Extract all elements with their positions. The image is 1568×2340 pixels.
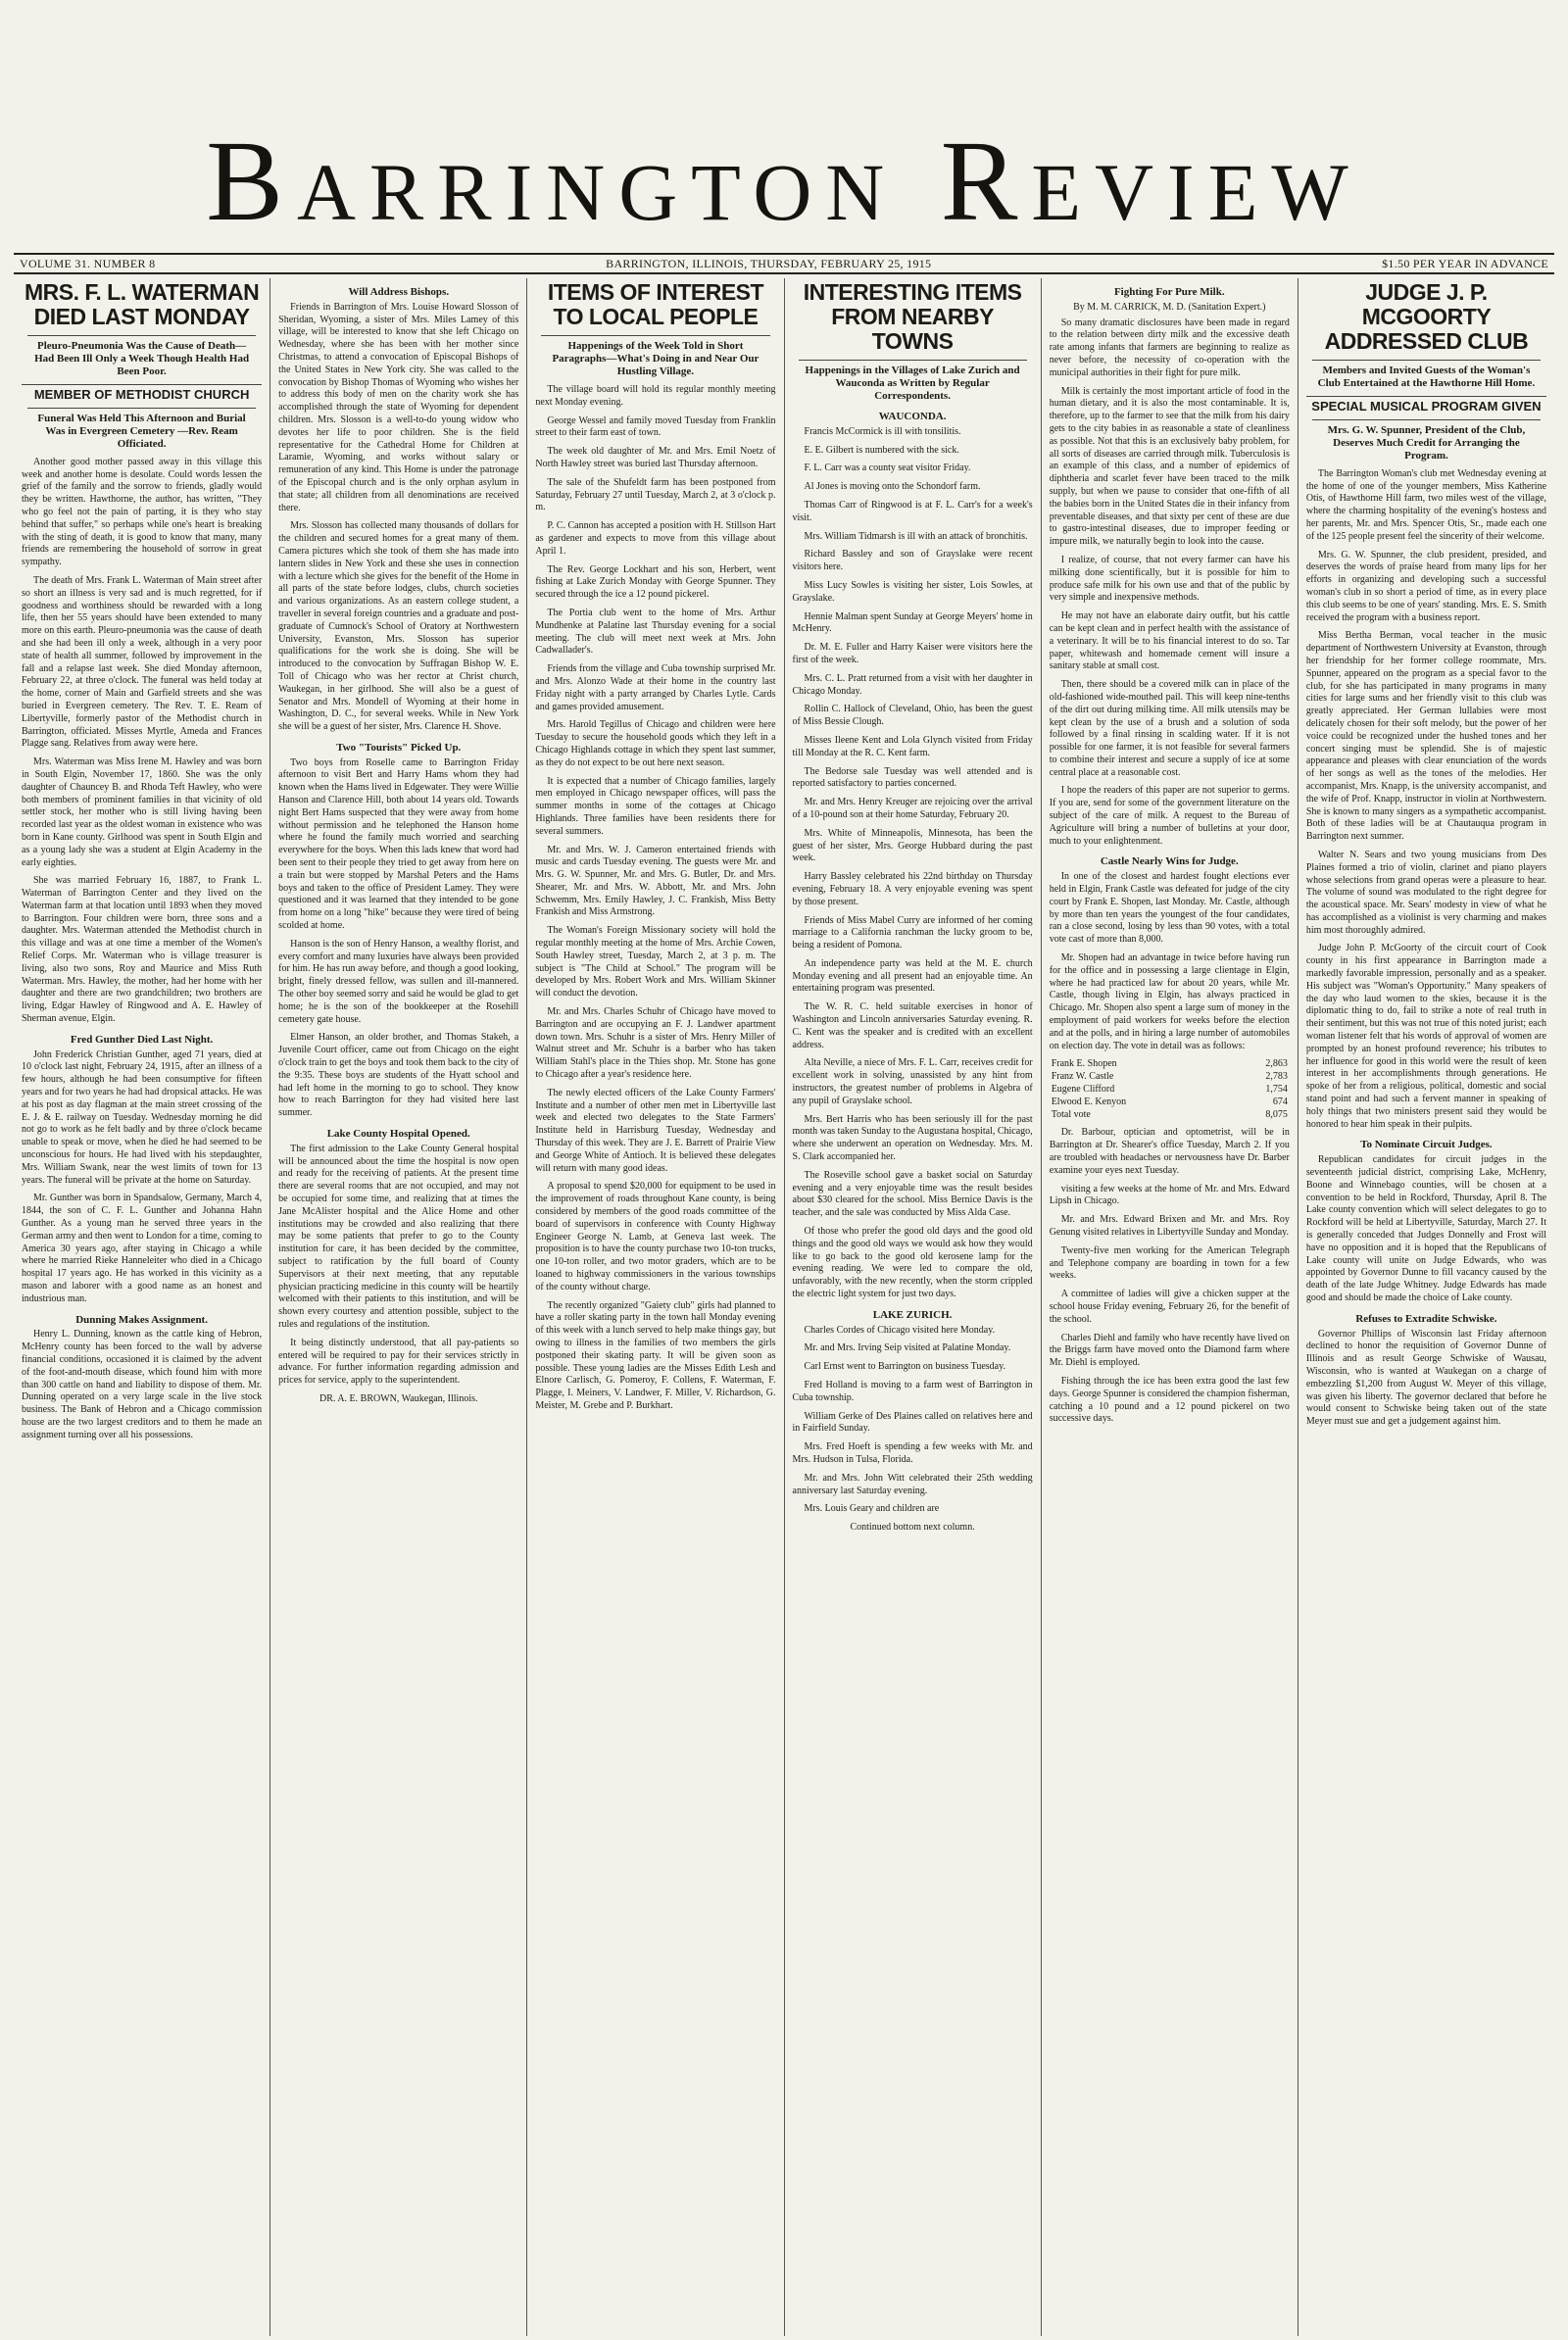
paragraph: Hennie Malman spent Sunday at George Meyers' home in McHenry. [792, 610, 1033, 635]
paragraph: I hope the readers of this paper are not superior to germs. If you are, send for some of the government literature on the subject of the care of milk. A request to the Bureau of Agriculture will bring a number of bulletins at your door, much to your enlightenment. [1049, 785, 1290, 847]
subhead-methodist: MEMBER OF METHODIST CHURCH [22, 384, 262, 402]
paragraph: F. L. Carr was a county seat visitor Friday. [804, 463, 971, 474]
vote-table [1050, 1058, 1290, 1121]
section-heading: To Nominate Circuit Judges. [1360, 1139, 1493, 1151]
paragraph: Alta Neville, a niece of Mrs. F. L. Carr, receives credit for excellent work in solving, unassisted by any hint from instructors, the greatest number of problems in Algebra of any pupil of Grayslake school. [792, 1057, 1033, 1106]
paragraph: Mr. Gunther was born in Spandsalow, Germany, March 4, 1844, the son of C. F. L. Gunther and Johanna Hahn Gunther. As a young man he served three years in the German army and then went to London for a time, coming to America 30 years ago, after staying in Chicago a while where he married Rieke Hanneleiter who died in a Chicago hospital 17 years ago. He has worked in this vicinity as a mason and laborer with a good name as an honest and industrious man. [22, 1193, 263, 1304]
paragraph: Judge John P. McGoorty of the circuit court of Cook county in his first appearance in Barrington made a markedly favorable impression, personally and as a speaker. His subject was "Woman's Opportunity." Many speakers of the day who laud women to the skies, because it is the diplomatic thing to do, fail to strike a note of real truth in their sentiment, but this was not true of this noted jurist; each woman listener felt that his words of approval of women are prompted by an honest profound reverence; his tributes to her influence for good in this world were the result of keen interest in her accomplishments through generations. He spoke of her from a religious, political, domestic and social stand point and had such a fervent manner in speaking of holy things that two ministers present said they would be honored to hear him speak in their pulpits. [1305, 943, 1547, 1130]
deck-spunner: Mrs. G. W. Spunner, President of the Club, Deserves Much Credit for Arranging the Program. [1312, 419, 1541, 463]
section-heading: Fighting For Pure Milk. [1113, 286, 1225, 298]
paragraph: A proposal to spend $20,000 for equipment to be used in the improvement of roads throughout Kane county, is being considered by members of the good roads committee of the board of supervisors in conference with County Highway Engineer George N. Lamb, at Geneva last week. The proposition is to have the county purchase two 10-ton trucks, one 10-ton roller, and two motor graders, which are to be loaned to highway commissioners in the various townships of the county without charge. [535, 1181, 776, 1292]
paragraph: Hanson is the son of Henry Hanson, a wealthy florist, and every comfort and many luxuries have always been provided for him. He has run away before, and though a good looking, bright, finely dressed fellow, was sullen and ill-mannered. The other boy seemed sorry and said he would be glad to get home; he is the son of the bookkeeper at the Rosehill cemetery gate house. [278, 938, 519, 1025]
column-6 [1298, 278, 1554, 2336]
deck-womans-club: Members and Invited Guests of the Woman's Club Entertained at the Hawthorne Hill Home. [1312, 360, 1541, 390]
masthead-title: Barrington Review [206, 117, 1362, 245]
paragraph: Twenty-five men working for the American Telegraph and Telephone company are boarding in town for a few weeks. [1049, 1244, 1290, 1282]
paragraph: William Gerke of Des Plaines called on relatives here and in Fairfield Sunday. [792, 1410, 1033, 1435]
paragraph: Mrs. William Tidmarsh is ill with an attack of bronchitis. [804, 530, 1028, 542]
paragraph: A committee of ladies will give a chicken supper at the school house Friday evening, February 26, for the benefit of the school. [1049, 1289, 1290, 1325]
paragraph: The first admission to the Lake County General hospital will be announced about the time the hospital is now open and ready for the receiving of patients. At the present time there are several rooms that are not occupied, and may not be occupied for some time, and realizing that at times the Jane McAlister hospital and the Alice Home and other institutions may be crowded and also realizing that there may be some patients that prefer to go to the County institution for care, it has been decided by the committee, subject to ratification by the full board of County Supervisors at their next meeting, that any reputable physician practicing medicine in this county will be heartily welcomed with their patients to this institution, and will be shown every courtesy and attention possible, subject to the rules and regulations of the institution. [278, 1143, 519, 1330]
dateline-bar [14, 253, 1554, 274]
paragraph: The recently organized "Gaiety club" girls had planned to have a roller skating party in the town hall Monday evening of this week with a lunch served to help make things gay, but owing to illness in the families of two members the girls postponed their skating party. It will be given soon as possible. These young ladies are the Misses Edith Lesh and Elnore Carlisch, G. Pomeroy, F. Collens, F. Waterman, F. Plagge, I. Meiners, V. Landwer, F. Miller, V. Richardson, G. Meister, M. Grebe and P. Burkhart. [535, 1299, 776, 1411]
headline-mcgoorty: JUDGE J. P. MCGOORTY ADDRESSED CLUB [1324, 279, 1529, 354]
column-5 [1042, 278, 1298, 2336]
deck-nearby-towns: Happenings in the Villages of Lake Zurich and Wauconda as Written by Regular Correspondents. [799, 360, 1027, 403]
paragraph: Charles Cordes of Chicago visited here Monday. [804, 1324, 996, 1336]
paragraph: Charles Diehl and family who have recently have lived on the Briggs farm have moved onto the Diamond farm where Mr. Diehl is employed. [1049, 1332, 1290, 1369]
candidate-name: Franz W. Castle [1051, 1071, 1114, 1083]
paragraph: Two boys from Roselle came to Barrington Friday afternoon to visit Bert and Harry Hams whom they had known when the Hams lived in Edgewater. They were Willie Hanson and Clarence Hill, both about 14 years old. Towards night Bert Hams suspected that they were away from home without permission and he telephoned the Hanson home where he found the family much worried and searching everywhere for the boys. When this lads knew that word had been sent to their people they tried to get away from here on a train but were stopped by Marshal Peters and the Hams boys and taken to the office of President Lamey. They were questioned and it was learned that they intended to be gone from home on a long "hike" because they were tired of being scolded at home. [278, 756, 519, 932]
paragraph: Walter N. Sears and two young musicians from Des Plaines formed a trio of violin, clarinet and piano players whose selections from grand operas were a pleasure to hear. The volume of sound was modulated to the right degree for the acoustical space. Mr. Sears' modesty in view of what he has accomplished as a violinist is very charming and makes him most thoroughly admired. [1305, 849, 1547, 936]
issue-date: BARRINGTON, ILLINOIS, THURSDAY, FEBRUARY 25, 1915 [606, 256, 932, 270]
paragraph: Mr. and Mrs. Irving Seip visited at Palatine Monday. [804, 1342, 1011, 1354]
paragraph: Governor Phillips of Wisconsin last Friday afternoon declined to honor the requisition of Governor Dunne of Illinois and as result George Schwiske of Wausau, Wisconsin, who is wanted at Waukegan on a charge of embezzling $1,200 from August W. Meyer of this village, was given his liberty. The governor declared that before he would consent to Schwiske being taken out of the state Meyer must sue and get a judgement against him. [1305, 1328, 1547, 1428]
paragraph: It being distinctly understood, that all pay-patients so entered will be required to pay for their services strictly in advance. For further information regarding admission and prices for service, apply to the superintendent. [278, 1337, 519, 1387]
town-heading: WAUCONDA. [878, 411, 947, 422]
continued-note: Continued bottom next column. [850, 1522, 975, 1534]
subhead-musical: SPECIAL MUSICAL PROGRAM GIVEN [1306, 396, 1546, 414]
section-heading: Two "Tourists" Picked Up. [336, 741, 462, 754]
total-label: Total vote [1051, 1108, 1091, 1120]
section-heading: Castle Nearly Wins for Judge. [1100, 855, 1239, 868]
paragraph: I realize, of course, that not every farmer can have his milking done scientifically, but it is possible for him to produce safe milk for his own use and that of the public by very simple and inexpensive methods. [1049, 554, 1290, 604]
byline: By M. M. CARRICK, M. D. (Sanitation Expert.) [1073, 301, 1266, 313]
paragraph: Mrs. White of Minneapolis, Minnesota, has been the guest of her sister, Mrs. George Hubbard during the past week. [792, 827, 1033, 864]
paragraph: The week old daughter of Mr. and Mrs. Emil Noetz of North Hawley street was buried last Thursday afternoon. [535, 446, 776, 469]
vote-row [1050, 1097, 1290, 1109]
paragraph: So many dramatic disclosures have been made in regard to the relation between dirty milk and the excessive death rate among infants that farmers are beginning to realize as never before, the necessity of co-operation with the municipal authorities in their fight for pure milk. [1049, 317, 1290, 378]
column-1 [14, 278, 270, 2336]
paragraph: The Rev. George Lockhart and his son, Herbert, went fishing at Lake Zurich Monday with George Spunner. They secured through the ice a 12 pound pickerel. [535, 563, 776, 601]
paragraph: Mrs. C. L. Pratt returned from a visit with her daughter in Chicago Monday. [792, 672, 1033, 697]
column-4 [785, 278, 1042, 2336]
paragraph: In one of the closest and hardest fought elections ever held in Elgin, Frank Castle was defeated for judge of the city court by Frank E. Shopen, last Monday. Mr. Castle, although by more than ten years the youngest of the four candidates, ran a close second, losing by less than 90 votes, with a total vote cast of more than 8,000. [1049, 871, 1290, 946]
deck-local-items: Happenings of the Week Told in Short Paragraphs—What's Doing in and Near Our Hustling Village. [541, 335, 769, 378]
paragraph: Mr. and Mrs. Charles Schuhr of Chicago have moved to Barrington and are occupying an F. J. Landwer apartment down town. Mrs. Schuhr is a sister of Mrs. Henry Miller of Walnut street and Mr. Schuhr is a barber who has taken William Stahl's place in the Thies shop. Mr. Stone has gone to Chicago after a year's residence here. [535, 1006, 776, 1081]
paragraph: The sale of the Shufeldt farm has been postponed from Saturday, February 27 until Tuesday, March 2, at 3 o'clock p. m. [535, 476, 776, 513]
paragraph: Mr. and Mrs. W. J. Cameron entertained friends with music and cards Tuesday evening. The guests were Mr. and Mrs. G. W. Spunner, Mr. and Mrs. G. Butler, Dr. and Mrs. Shearer, Mr. and Mrs. W. Abbott, Mr. and Mrs. John Schwemm, Mrs. Emily Hawley, J. C. Frankish, Miss Betty Frankish and Miss Armstrong. [535, 844, 776, 918]
paragraph: The Roseville school gave a basket social on Saturday evening and a very enjoyable time was the result besides about $30 cleared for the school. Miss Bernice Davis is the teacher, and the sale was conducted by Miss Alda Case. [792, 1169, 1033, 1219]
candidate-name: Eugene Clifford [1051, 1084, 1115, 1096]
section-heading: Refuses to Extradite Schwiske. [1355, 1312, 1497, 1325]
paragraph: Milk is certainly the most important article of food in the human dietary, and it is also the most contaminable. It is, therefore, up to the farmer to see that the milk from his dairy gets to the city babies in as reasonable a state of cleanliness as possible. Not that this is an exclusively baby problem, for all sorts of diseases are carried through milk. Tuberculosis is an example of this class, and a number of epidemics of diphtheria and scarlet fever have been traced to the milk supply, but when we pause to consider that one-fifth of all the babies born in the United States die in their infancy from preventable diseases, and that sixty per cent of these are due to gastro-intestinal diseases, due to improper feeding or impure milk, we naturally begin to look into the cause. [1049, 385, 1290, 548]
total-votes: 8,075 [1265, 1108, 1288, 1120]
paragraph: Mr. and Mrs. Edward Brixen and Mr. and Mrs. Roy Genung visited relatives in Libertyville Sunday and Monday. [1049, 1214, 1290, 1238]
paragraph: Fishing through the ice has been extra good the last few days. George Spunner is considered the champion fisherman, catching a 10 pound and a 12 pound pickerel on two successive days. [1049, 1375, 1290, 1425]
candidate-votes: 2,783 [1265, 1071, 1288, 1083]
column-3 [527, 278, 784, 2336]
paragraph: George Wessel and family moved Tuesday from Franklin street to their farm east of town. [535, 414, 776, 439]
paragraph: Mrs. Slosson has collected many thousands of dollars for the children and secured homes for a great many of them. Camera pictures which she took of them she has made into lantern slides in New York and these she uses in connection with a lecture which she gives for the benefit of the Home in all parts of the state before lodges, clubs, church societies and various organizations. As an eastern college student, a traveller in several foreign countries and a graduate and post-graduate of Cumnock's School of Oratory at Northwestern University, Evanston, Mrs. Slosson has superior qualifications for the work she is doing. She will be introduced to the convocation by Suffragan Bishop W. E. Toll of Chicago who was her rector at Christ church, Waukegan, in her girlhood. She will also be a guest of Senator and Mrs. Mondell of Wyoming at their home in Washington, D. C., for several weeks. While in New York she will be a guest of her sister, Mrs. Clarence H. Shove. [278, 520, 519, 733]
paragraph: John Frederick Christian Gunther, aged 71 years, died at 10 o'clock last night, February 24, 1915, after an illness of a few hours, although he had been consumptive for fifteen years and for two years he had had dropsical attacks. He was at his post as day flagman at the main street crossing of the E. J. & E. railway on Tuesday. Wednesday morning he did not go to work as he felt badly and by three o'clock became unable to speak or move, when he died he had seemed to be unconscious for hours. He had lived with his stepdaughter, Mrs. William Swank, near the west limits of town for 13 years. The funeral will be private at the home on Saturday. [22, 1048, 263, 1186]
candidate-name: Elwood E. Kenyon [1051, 1096, 1127, 1107]
paragraph: E. E. Gilbert is numbered with the sick. [804, 444, 959, 456]
column-2 [270, 278, 527, 2336]
paragraph: Harry Bassley celebrated his 22nd birthday on Thursday evening, February 18. A very enjoyable evening was spent by those present. [792, 871, 1033, 907]
paragraph: Mr. Shopen had an advantage in twice before having run for the office and in possessing a large clientage in Elgin, where he had practiced law for about 20 years, while Mr. Castle, though living in Elgin, has always practiced in Chicago. Mr. Shopen also spent a large sum of money in the employment of paid workers for weeks before the election and at the polls, and in hiring a large number of automobiles on election day. The vote in detail was as follows: [1049, 952, 1290, 1051]
candidate-name: Frank E. Shopen [1051, 1058, 1117, 1070]
paragraph: Thomas Carr of Ringwood is at F. L. Carr's for a week's visit. [792, 499, 1033, 523]
paragraph: Rollin C. Hallock of Cleveland, Ohio, has been the guest of Miss Bessie Clough. [792, 704, 1033, 728]
paragraph: Mrs. Bert Harris who has been seriously ill for the past month was taken Sunday to the Augustana hospital, Chicago, where she underwent an operation on Wednesday. Mrs. M. S. Clark accompanied her. [792, 1113, 1033, 1163]
paragraph: An independence party was held at the M. E. church Monday evening and all present had an enjoyable time. An entertaining program was presented. [792, 957, 1033, 995]
paragraph: It is expected that a number of Chicago families, largely men employed in Chicago newspaper offices, will pass the summer months in some of the cottages at Chicago Highlands. Three families have been residents there for several summers. [535, 775, 776, 837]
paragraph: She was married February 16, 1887, to Frank L. Waterman of Barrington Center and they lived on the Waterman farm at that location until 1893 when they moved to Barrington. Four children were born, three sons and a daughter. Mrs. Waterman attended the Methodist church in this village and was at one time a member of the Women's Relief Corps. Mr. Waterman who is village treasurer is living, also two sons, Roy and Maurice and Miss Ruth Waterman. Mrs. Hawley, the mother, had her home with her daughter and there are two grandchildren; two brothers are living, Edgar Hawley of Ringwood and A. E. Hawley of Sherman avenue, Elgin. [22, 875, 263, 1025]
paragraph: Carl Ernst went to Barrington on business Tuesday. [804, 1361, 1005, 1373]
paragraph: The Bedorse sale Tuesday was well attended and is reported satisfactory to parties concerned. [792, 765, 1033, 790]
paragraph: The village board will hold its regular monthly meeting next Monday evening. [535, 384, 776, 408]
vote-row [1050, 1058, 1290, 1071]
paragraph: P. C. Cannon has accepted a position with H. Stillson Hart as gardener and expects to move from this village about April 1. [535, 520, 776, 557]
paragraph: Elmer Hanson, an older brother, and Thomas Stakeh, a Juvenile Court officer, came out from Chicago on the eight o'clock train to get the boys and took them back to the city of the 9:35. These boys are students of the Hyatt school and had left home in the morning to go to school. They know how to reach Barrington for they had visited here last summer. [278, 1032, 519, 1119]
headline-nearby-towns: INTERESTING ITEMS FROM NEARBY TOWNS [803, 279, 1022, 354]
paragraph: The newly elected officers of the Lake County Farmers' Institute and a number of other men met in Libertyville last week and elected two delegates to the State Farmers' Institute held in Harrisburg Tuesday, Wednesday and Thursday of this week. They are J. E. Barrett of Prairie View and George White of Antioch. It is believed these delegates will return with many good ideas. [535, 1087, 776, 1174]
paragraph: visiting a few weeks at the home of Mr. and Mrs. Edward Lipsh in Chicago. [1049, 1183, 1290, 1207]
section-heading: Dunning Makes Assignment. [75, 1313, 208, 1326]
candidate-votes: 1,754 [1265, 1084, 1288, 1096]
paragraph: Richard Bassley and son of Grayslake were recent visitors here. [792, 549, 1033, 573]
paragraph: Mr. and Mrs. John Witt celebrated their 25th wedding anniversary last Saturday evening. [792, 1472, 1033, 1496]
paragraph: The Woman's Foreign Missionary society will hold the regular monthly meeting at the home of Mrs. Archie Cowen, South Hawley street, Tuesday, March 2, at 3 p. m. The subject is "The Child at School." The program will be developed by Mrs. Robert Work and Mrs. William Skinner will conduct the devotion. [535, 925, 776, 999]
town-heading: LAKE ZURICH. [872, 1308, 953, 1321]
subscription-price: $1.50 PER YEAR IN ADVANCE [1382, 256, 1548, 270]
paragraph: Al Jones is moving onto the Schondorf farm. [804, 481, 981, 493]
paragraph: The death of Mrs. Frank L. Waterman of Main street after so short an illness is very sad and is much regretted, for if goodness and worthiness should be rewarded with a long life, then her 55 years should have been extended to many more on this earth. Pleuro-pneumonia was the cause of death and she had been ill only a week, although in a very poor state of health all summer, followed by improvement in the fall and a relapse last week. She died Monday afternoon, February 22, at three o'clock. The funeral was held today at the home, corner of Main and Garfield streets and she was buried in Evergreen cemetery. The Rev. T. E. Ream of Libertyville, formerly pastor of the Methodist church in Barrington, officiated. Misses Myrtle, Ameda and Frances Plagge sang. Relatives from away were here. [22, 574, 263, 750]
paragraph: Misses Ileene Kent and Lola Glynch visited from Friday till Monday at the R. C. Kent farm. [792, 734, 1033, 758]
paragraph: Friends in Barrington of Mrs. Louise Howard Slosson of Sheridan, Wyoming, a sister of Mrs. Miles Lamey of this village, will be interested to know that she left Chicago on Wednesday, where she has been with her mother since Christmas, to attend a convocation of Episcopal Bishops of the United States in New York city. She was called to the convocation by Bishop Thomas of Wyoming who wishes her to address this body of men on the charity work she has accomplished through the state of Wyoming for dependent children. Mrs. Slosson is a well-to-do young widow who devotes her life to poor children. She is the field representative for the Cathedral Home for Children at Laramie, Wyoming, and works without salary or remuneration of any kind. This Home is under the patronage of the Episcopal church and is the only orphan asylum in that state; all children from all denominations are received there. [278, 301, 519, 513]
paragraph: Miss Bertha Berman, vocal teacher in the music department of Northwestern University at Evanston, through her friendship for her former college roommate, Mrs. Spunner, appeared on the program as a special favor to the club, for she has participated in many programs in many cities for large sums and her friendly visit to this club was greatly appreciated. Her German lullabies were most delicately chosen for their soft melody, but the power of her voice could be recognized under the hushed tones and her concert singing must be splendid. She is of majestic appearance and pleases with clear enunciation of the words of her songs as well as the tones of the melodies. Her accompanist, Mrs. Knapp, is the university accompanist, and the wife of Prof. Knapp, instructor in violin at Northwestern. She is known to many singers as a sympathetic accompanist. Both of these ladies will be at Chautauqua program in Barrington next summer. [1305, 630, 1547, 843]
paragraph: Dr. Barbour, optician and optometrist, will be in Barrington at Dr. Shearer's office Tuesday, March 2. If you are troubled with headaches or nervousness have Dr. Barber examine your eyes next Tuesday. [1049, 1127, 1290, 1176]
headline-waterman: MRS. F. L. WATERMAN DIED LAST MONDAY [24, 279, 260, 329]
paragraph: Mrs. Waterman was Miss Irene M. Hawley and was born in South Elgin, November 17, 1860. She was the only daughter of Chauncey B. and Rhoda Teft Hawley, who were both members of prominent families in that vicinity of old settler stock, her mother who is still living having been recorded last year as the oldest woman in existence who was born in Kane county. Girlhood was spent in South Elgin and as a young lady she was a student at Elgin Academy in the early eighties. [22, 756, 263, 868]
paragraph: Francis McCormick is ill with tonsilitis. [804, 425, 961, 437]
section-heading: Lake County Hospital Opened. [326, 1128, 470, 1140]
signature: DR. A. E. BROWN, Waukegan, Illinois. [319, 1392, 478, 1404]
deck-waterman: Pleuro-Pneumonia Was the Cause of Death—Had Been Ill Only a Week Though Health Had Been Poor. [27, 335, 256, 378]
vote-total-row [1050, 1109, 1290, 1122]
article-columns [14, 278, 1554, 2336]
paragraph: The W. R. C. held suitable exercises in honor of Washington and Lincoln anniversaries Saturday evening. R. C. Kent was the speaker and is credited with an excellent address. [792, 1001, 1033, 1050]
vote-row [1050, 1071, 1290, 1084]
paragraph: Mr. and Mrs. Henry Kreuger are rejoicing over the arrival of a 10-pound son at their home Saturday, February 20. [792, 797, 1033, 820]
paragraph: Of those who prefer the good old days and the good old things and the good old ways we would ask how they would like to go back to the good old kerosene lamp for the evening reading. We were led to compare the old, unfavorably, with the new recently, when the storm crippled the electric light system for just two days. [792, 1226, 1033, 1300]
paragraph: Republican candidates for circuit judges in the seventeenth judicial district, comprising Lake, McHenry, Boone and Winnebago counties, will be chosen at a convention to be held in Rockford, Thursday, April 8. The Lake county convention which will select delegates to go to Rockford will be held at Libertyville, Saturday, March 27. It is generally conceded that Judges Donnelly and Frost will have no opposition and it is hoped that the Republicans of Lake county will unite on Judge Edwards, who was appointed by Governor Dunne to fill vacancy caused by the death of the late Judge Whitney. Judge Edwards has made good and should be made the choice of Lake county. [1305, 1154, 1547, 1303]
paragraph: Friends from the village and Cuba township surprised Mr. and Mrs. Alonzo Wade at their home in the country last Friday night with a party arranged by Charles Lytle. Cards and games provided amusement. [535, 663, 776, 712]
paragraph: Miss Lucy Sowles is visiting her sister, Lois Sowles, at Grayslake. [792, 579, 1033, 604]
paragraph: Then, there should be a covered milk can in place of the old-fashioned wide-mouthed pail. This will keep nine-tenths of the dirt out during milking time. All milk utensils may be kept clean by the use of a brush and a solution of soda followed by a final rinsing in scalding water. If it is not possible for one farmer, it is not feasible for several farmers to combine their interest and secure a supply of ice at some central place at a reasonable cost. [1049, 679, 1290, 778]
paragraph: Another good mother passed away in this village this week and another home is desolate. Could words lessen the grief of the family and the sorrow to friends, gladly would they be written. Hawthorne, the author, has written, "They who go feel not the pain of parting, it is they who stay behind that suffer," so perhaps while one's heart is breaking with the sting of death, it is good to know that many, many friends are remembering the household of sorrow in great sympathy. [22, 456, 263, 568]
paragraph: Mrs. Fred Hoeft is spending a few weeks with Mr. and Mrs. Hudson in Tulsa, Florida. [792, 1441, 1033, 1465]
paragraph: Mrs. Harold Tegillus of Chicago and children were here Tuesday to secure the household goods which they left in a Chicago Highlands cottage in which they spent last summer, as they do not expect to be out here next season. [535, 719, 776, 768]
paragraph: The Barrington Woman's club met Wednesday evening at the home of one of the younger members, Miss Katherine Otis, of Hawthorne Hill farm, two miles west of the village, where the charming hospitality of the evening's hostess and her parents, Mr. and Mrs. Spencer Otis, Sr., made each one of the 125 people present feel the sincerity of their welcome. [1305, 467, 1547, 542]
candidate-votes: 2,863 [1265, 1058, 1288, 1070]
candidate-votes: 674 [1272, 1096, 1288, 1107]
paragraph: He may not have an elaborate dairy outfit, but his cattle can be kept clean and in perfect health with the assistance of a veterinary. It will be to his financial interest to do so. Tar paper, whitewash and homemade cement will insure a sanitary stable at small cost. [1049, 610, 1290, 672]
volume-number: VOLUME 31. NUMBER 8 [20, 256, 156, 270]
deck-funeral: Funeral Was Held This Afternoon and Burial Was in Evergreen Cemetery —Rev. Ream Officiated. [27, 408, 256, 451]
section-heading: Fred Gunther Died Last Night. [70, 1033, 214, 1046]
section-heading: Will Address Bishops. [348, 286, 450, 298]
headline-local-items: ITEMS OF INTEREST TO LOCAL PEOPLE [547, 279, 764, 329]
paragraph: The Portia club went to the home of Mrs. Arthur Mundhenke at Palatine last Thursday evening for a social meeting. The club will meet next week at Mrs. John Cadwallader's. [535, 607, 776, 657]
paragraph: Mrs. G. W. Spunner, the club president, presided, and deserves the words of praise heard from many lips for her efforts in organizing and developing such a successful woman's club in so short a period of time, as in every place this club seems to be one of years' standing. Mrs. E. S. Smith received the program with a business report. [1305, 549, 1547, 623]
paragraph: Dr. M. E. Fuller and Harry Kaiser were visitors here the first of the week. [792, 642, 1033, 665]
paragraph: Mrs. Louis Geary and children are [804, 1503, 940, 1515]
paragraph: Friends of Miss Mabel Curry are informed of her coming marriage to a California ranchman the lucky groom to be, being a resident of Pomona. [792, 914, 1033, 951]
paragraph: Henry L. Dunning, known as the cattle king of Hebron, McHenry county has been forced to the wall by adverse financial conditions, occasioned it is claimed by the advent of the foot-and-mouth disease, which found him with more than 300 cattle on hand and liability to dispose of them. Mr. Dunning operated on a very large scale in the live stock business. The Bank of Hebron and a Chicago commission house are the two largest creditors and to them he made an assignment turning over all his possessions. [22, 1329, 263, 1440]
vote-row [1050, 1084, 1290, 1097]
paragraph: Fred Holland is moving to a farm west of Barrington in Cuba township. [792, 1380, 1033, 1403]
